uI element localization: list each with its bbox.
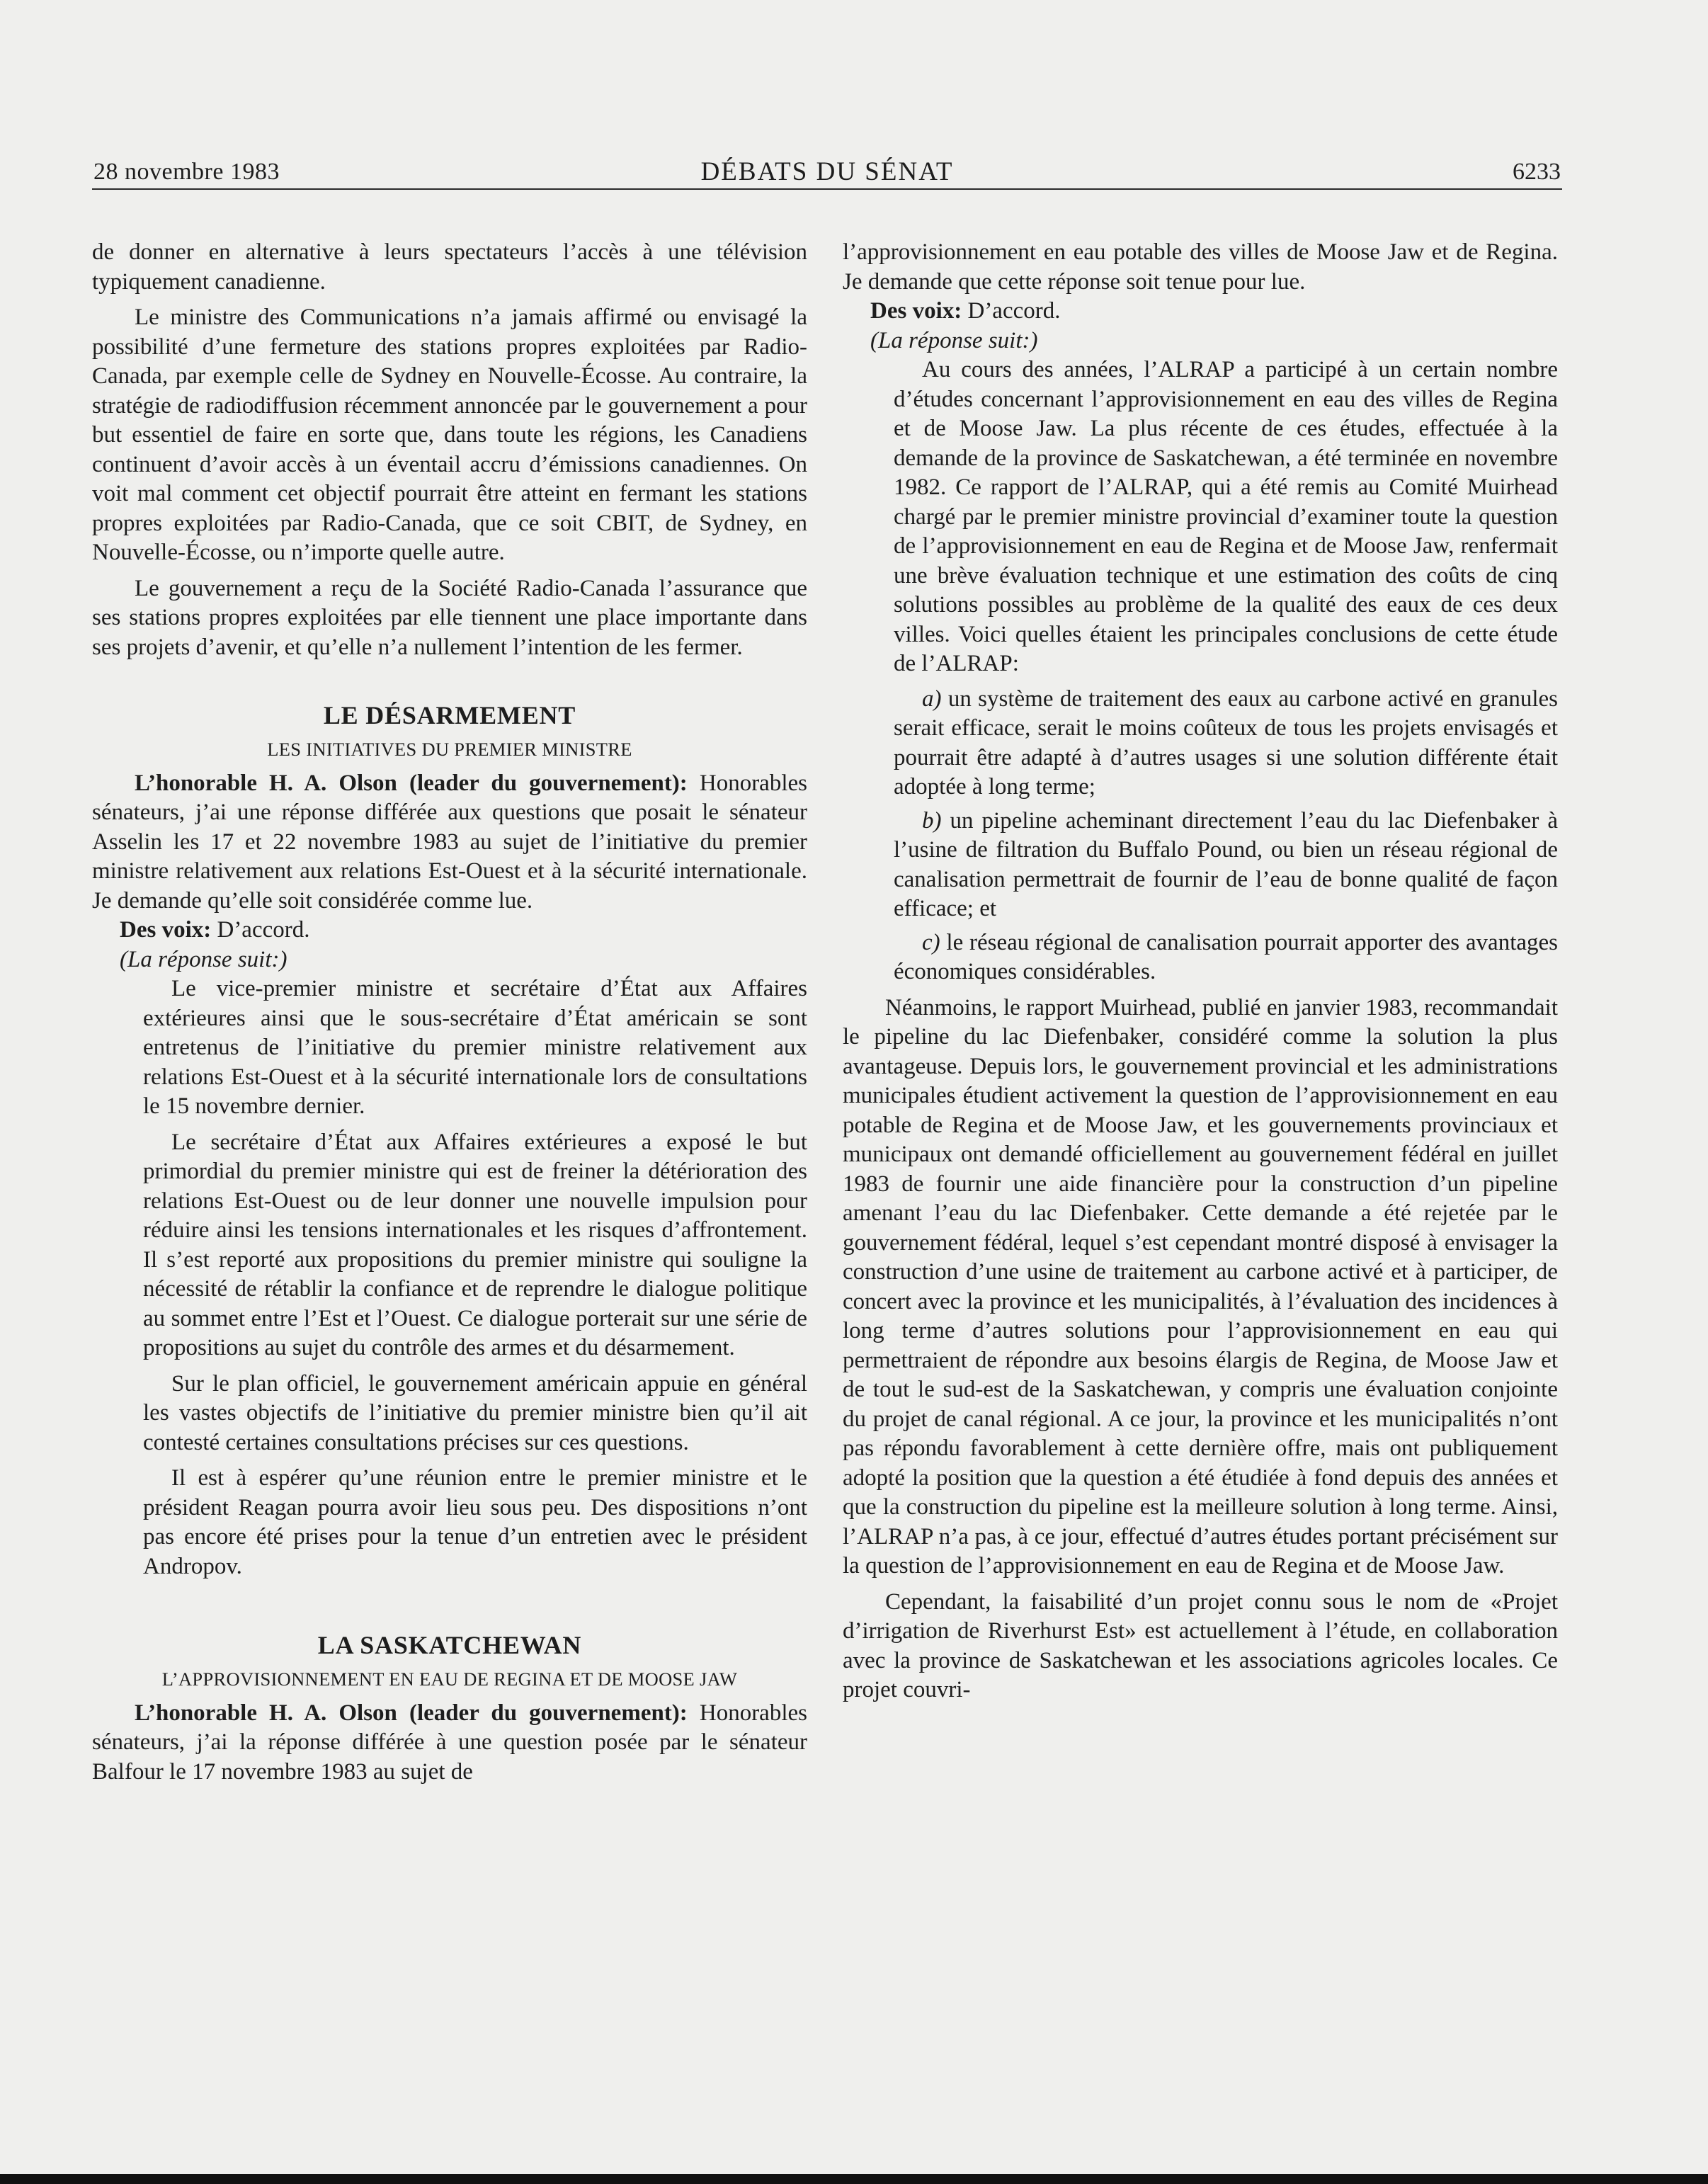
response-paragraph: Au cours des années, l’ALRAP a participé à un certain nombre d’études concernant l’approvisionnement en eau des villes de Regina et de Moose Jaw. La plus récente de ces études, effectuée à la demande de la province de Saskatchewan, a été terminée en novembre 1982. Ce rapport de l’ALRAP, qui a été remis au Comité Muirhead chargé par le premier ministre provincial d’examiner toute la question de l’approvisionnement en eau de Regina et de Moose Jaw, renfermait une brève évaluation technique et une estimation des coûts de cinq solutions possibles au problème de la qualité des eaux de ces deux villes. Voici quelles étaient les principales conclusions de cette étude de l’ALRAP:: [894, 357, 1558, 676]
list-item: [894, 807, 1558, 924]
response-paragraph: Le secrétaire d’État aux Affaires extérieures a exposé le but primordial du premier ministre qui est de freiner la détérioration des relations Est-Ouest ou de leur donner une nouvelle impulsion pour réduire ainsi les tensions internationales et les risques d’affrontement. Il s’est reporté aux propositions du premier ministre qui souligne la nécessité de rétablir la confiance et de reprendre le dialogue politique au sommet entre l’Est et l’Ouest. Ce dialogue porterait sur une série de propositions au sujet du contrôle des armes et du désarmement.: [143, 1129, 807, 1360]
section-heading: LE DÉSARMEMENT: [323, 701, 576, 729]
list-item: [894, 685, 1558, 802]
speaker-text: Honorables sénateurs, j’ai une réponse différée aux questions que posait le sénateur Asselin les 17 et 22 novembre 1983 au sujet de l’initiative du premier ministre relativement aux relations Est-Ouest et à la sécurité internationale. Je demande qu’elle soit considérée comme lue.: [92, 770, 807, 914]
voices-label: Des voix:: [870, 298, 962, 324]
speaker-name: L’honorable H. A. Olson (leader du gouvernement):: [135, 770, 688, 796]
paragraph: Le ministre des Communications n’a jamais affirmé ou envisagé la possibilité d’une fermeture des stations propres exploitées par Radio-Canada, par exemple celle de Sydney en Nouvelle-Écosse. Au contraire, la stratégie de radiodiffusion récemment annoncée par le gouvernement a pour but essentiel de faire en sorte que, dans toute les régions, les Canadiens continuent d’avoir accès à un éventail accru d’émissions canadiennes. On voit mal comment cet objectif pourrait être atteint en fermant les stations propres exploitées par Radio-Canada, que ce soit CBIT, de Sydney, en Nouvelle-Écosse, ou n’importe quelle autre.: [92, 305, 807, 565]
section-subheading: LES INITIATIVES DU PREMIER MINISTRE: [267, 738, 632, 760]
response-paragraph: Il est à espérer qu’une réunion entre le premier ministre et le président Reagan pourra avoir lieu sous peu. Des dispositions n’ont pas encore été prises pour la tenue d’un entretien avec le président Andropov.: [143, 1465, 807, 1579]
speaker-text: Honorables sénateurs, j’ai la réponse différée à une question posée par le sénateur Balfour le 17 novembre 1983 au sujet de: [92, 1700, 807, 1785]
response-label: (La réponse suit:): [870, 327, 1038, 353]
page-header: [93, 154, 1561, 190]
list-item-text: un pipeline acheminant directement l’eau du lac Diefenbaker à l’usine de filtration du Buffalo Pound, ou bien un réseau régional de canalisation permettrait de fournir de l’eau de bonne qualité de façon efficace; et: [894, 807, 1558, 921]
response-paragraph: Le vice-premier ministre et secrétaire d’État aux Affaires extérieures ainsi que le sous-secrétaire d’État américain se sont entretenus de l’initiative du premier ministre relativement aux relations Est-Ouest et à la sécurité internationale lors de consultations le 15 novembre dernier.: [143, 976, 807, 1119]
list-item-letter: b): [922, 807, 942, 834]
voices-text: D’accord.: [962, 298, 1061, 324]
voices-label: Des voix:: [120, 917, 212, 943]
header-rule: [92, 188, 1562, 190]
list-item-letter: a): [922, 686, 942, 712]
paragraph: l’approvisionnement en eau potable des villes de Moose Jaw et de Regina. Je demande que cette réponse soit tenue pour lue.: [843, 239, 1558, 295]
list-item-text: le réseau régional de canalisation pourrait apporter des avantages économiques considérables.: [894, 929, 1558, 984]
response-paragraph: Néanmoins, le rapport Muirhead, publié en janvier 1983, recommandait le pipeline du lac Diefenbaker, considéré comme la solution la plus avantageuse. Depuis lors, le gouvernement provincial et les administrations municipales étudient activement la question de l’approvisionnement en eau potable de Regina et de Moose Jaw, et les gouvernements provinciaux et municipaux ont demandé officiellement au gouvernement fédéral en juillet 1983 de fournir une aide financière pour la construction d’un pipeline amenant l’eau du lac Diefenbaker. Cette demande a été rejetée par le gouvernement fédéral, lequel s’est cependant montré disposé à envisager la construction d’une usine de traitement au carbone activé et à participer, de concert avec la province et les municipalités, à l’évaluation des incidences à long terme d’autres solutions pour l’approvisionnement en eau qui permettraient de répondre aux besoins élargis de Regina, de Moose Jaw et de tout le sud-est de la Saskatchewan, y compris une évaluation conjointe du projet de canal régional. A ce jour, la province et les municipalités n’ont pas répondu favorablement à cette dernière offre, mais ont publiquement adopté la position que la question a été étudiée à fond depuis des années et que la construction du pipeline est la meilleure solution à long terme. Ainsi, l’ALRAP n’a pas, à ce jour, effectué d’autres études portant précisément sur la question de l’approvisionnement en eau de Regina et de Moose Jaw.: [843, 994, 1558, 1579]
paragraph: Le gouvernement a reçu de la Société Radio-Canada l’assurance que ses stations propres exploitées par elle tiennent une place importante dans ses projets d’avenir, et qu’elle n’a nullement l’intention de les fermer.: [92, 575, 807, 660]
response-block: [92, 974, 807, 1581]
section-subheading: L’APPROVISIONNEMENT EN EAU DE REGINA ET DE MOOSE JAW: [161, 1668, 738, 1690]
list-item-text: un système de traitement des eaux au carbone activé en granules serait efficace, serait le moins coûteux de tous les projets envisagés et pourrait être adapté à d’autres usages si une solution différente était adoptée à long terme;: [894, 686, 1558, 800]
list-item-letter: c): [922, 929, 940, 955]
speaker-paragraph: [92, 769, 807, 916]
left-column: [92, 238, 807, 1787]
voices-line: [92, 916, 807, 945]
scan-edge: [0, 2174, 1708, 2184]
speaker-name: L’honorable H. A. Olson (leader du gouvernement):: [135, 1700, 688, 1726]
section-heading: LA SASKATCHEWAN: [317, 1631, 582, 1659]
speaker-paragraph: [92, 1699, 807, 1787]
response-paragraph: Cependant, la faisabilité d’un projet connu sous le nom de «Projet d’irrigation de Riverhurst Est» est actuellement à l’étude, en collaboration avec la province de Saskatchewan et les associations agricoles locales. Ce projet couvri-: [843, 1588, 1558, 1702]
header-date: 28 novembre 1983: [93, 159, 280, 185]
voices-line: [843, 297, 1558, 326]
voices-text: D’accord.: [211, 917, 310, 943]
response-paragraph: Sur le plan officiel, le gouvernement américain appuie en général les vastes objectifs de l’initiative du premier ministre bien qu’il ait contesté certaines consultations précises sur ces questions.: [143, 1370, 807, 1455]
header-title: DÉBATS DU SÉNAT: [700, 157, 954, 186]
list-item: [894, 928, 1558, 987]
response-label: (La réponse suit:): [120, 946, 287, 972]
response-block: [843, 356, 1558, 987]
paragraph: de donner en alternative à leurs spectateurs l’accès à une télévision typiquement canadienne.: [92, 239, 807, 295]
header-page-number: 6233: [1513, 159, 1561, 185]
right-column: [843, 238, 1558, 1705]
